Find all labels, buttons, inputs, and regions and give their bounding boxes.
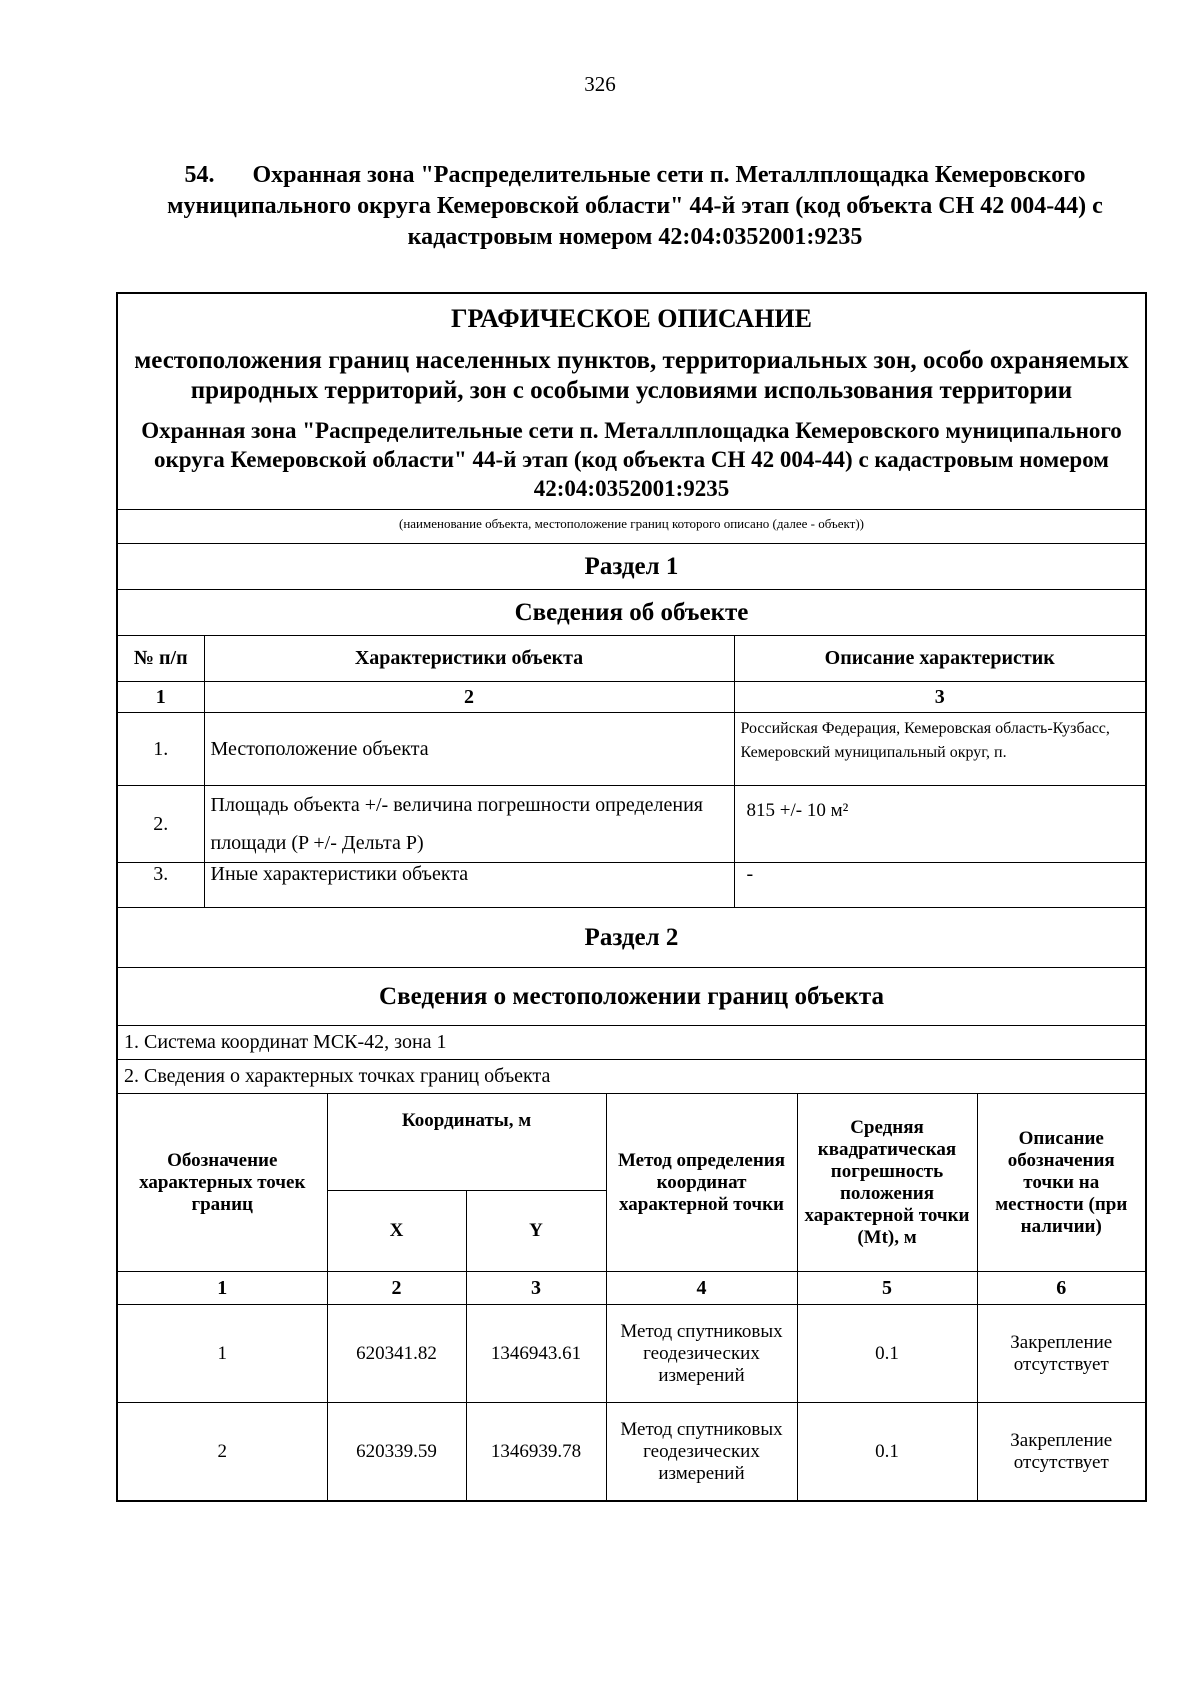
point-y: 1346939.78: [466, 1403, 606, 1501]
points-heading: 2. Сведения о характерных точках границ объекта: [118, 1059, 1145, 1093]
col-header-y: Y: [466, 1191, 606, 1272]
col-number: 1: [118, 682, 204, 713]
section1-table-wrap: [118, 635, 1145, 907]
section2-title: Раздел 2: [118, 907, 1145, 967]
col-header-num: № п/п: [118, 636, 204, 682]
col-number: 5: [797, 1272, 977, 1305]
point-mt: 0.1: [797, 1305, 977, 1403]
col-header-designation: Обозначение характерных точек границ: [118, 1094, 327, 1272]
section2-subtitle: Сведения о местоположении границ объекта: [118, 967, 1145, 1025]
col-header-error: Средняя квадратическая погрешность положения характерной точки (Mt), м: [797, 1094, 977, 1272]
row-number: 1.: [118, 713, 204, 786]
section1-subtitle: Сведения об объекте: [118, 589, 1145, 635]
section1-title: Раздел 1: [118, 543, 1145, 589]
row-characteristic: Иные характеристики объекта: [204, 863, 734, 908]
gd-subtitle: местоположения границ населенных пунктов, территориальных зон, особо охраняемых природных территорий, зон с особыми условиями использования территории: [134, 347, 1129, 404]
document-heading: [120, 160, 1150, 253]
page-number: 326: [584, 72, 616, 96]
object-caption: (наименование объекта, местоположение границ которого описано (далее - объект)): [118, 509, 1145, 543]
heading-text: Охранная зона "Распределительные сети п. Металлплощадка Кемеровского муниципального округа Кемеровской области" 44-й этап (код объекта СН 42 004-44) с кадастровым номером 42:04:0352001:9235: [167, 162, 1103, 250]
location-text: Российская Федерация, Кемеровская область-Кузбасс, Кемеровский муниципальный округ, п.: [740, 720, 1110, 761]
point-id: 1: [118, 1305, 327, 1403]
row-characteristic: Местоположение объекта: [204, 713, 734, 786]
section2-table-wrap: [118, 1093, 1145, 1500]
point-method: Метод спутниковых геодезических измерений: [606, 1403, 797, 1501]
col-number: 3: [734, 682, 1145, 713]
graphic-description-frame: [116, 292, 1147, 1502]
point-x: 620341.82: [327, 1305, 466, 1403]
boundary-points-table: [118, 1094, 1145, 1500]
table-row: [118, 863, 1145, 908]
row-characteristic: Площадь объекта +/- величина погрешности определения площади (P +/- Дельта P): [204, 786, 734, 863]
col-header-x: X: [327, 1191, 466, 1272]
gd-title: ГРАФИЧЕСКОЕ ОПИСАНИЕ: [451, 304, 812, 333]
graphic-description-header: [118, 294, 1145, 509]
row-description: -: [734, 863, 1145, 908]
col-number: 2: [327, 1272, 466, 1305]
col-header-characteristic: Характеристики объекта: [204, 636, 734, 682]
row-description: [734, 713, 1145, 786]
point-id: 2: [118, 1403, 327, 1501]
table-row: [118, 786, 1145, 863]
table-row: [118, 713, 1145, 786]
heading-number: 54.: [184, 162, 215, 188]
point-x: 620339.59: [327, 1403, 466, 1501]
gd-object-name: Охранная зона "Распределительные сети п. Металлплощадка Кемеровского муниципального округа Кемеровской области" 44-й этап (код объекта СН 42 004-44) с кадастровым номером 42:04:0352001:9235: [141, 418, 1122, 501]
point-description: Закрепление отсутствует: [977, 1403, 1145, 1501]
row-description: 815 +/- 10 м²: [734, 786, 1145, 863]
col-number: 1: [118, 1272, 327, 1305]
point-mt: 0.1: [797, 1403, 977, 1501]
col-header-point-description: Описание обозначения точки на местности (при наличии): [977, 1094, 1145, 1272]
point-description: Закрепление отсутствует: [977, 1305, 1145, 1403]
row-number: 3.: [118, 863, 204, 908]
col-header-method: Метод определения координат характерной точки: [606, 1094, 797, 1272]
col-number: 6: [977, 1272, 1145, 1305]
table-row: [118, 1403, 1145, 1501]
col-number: 2: [204, 682, 734, 713]
object-info-table: [118, 636, 1145, 907]
col-number: 4: [606, 1272, 797, 1305]
row-number: 2.: [118, 786, 204, 863]
col-header-coordinates: Координаты, м: [327, 1094, 606, 1191]
table-row: [118, 1305, 1145, 1403]
coordinate-system: 1. Система координат МСК-42, зона 1: [118, 1025, 1145, 1059]
point-y: 1346943.61: [466, 1305, 606, 1403]
col-header-description: Описание характеристик: [734, 636, 1145, 682]
point-method: Метод спутниковых геодезических измерений: [606, 1305, 797, 1403]
col-number: 3: [466, 1272, 606, 1305]
